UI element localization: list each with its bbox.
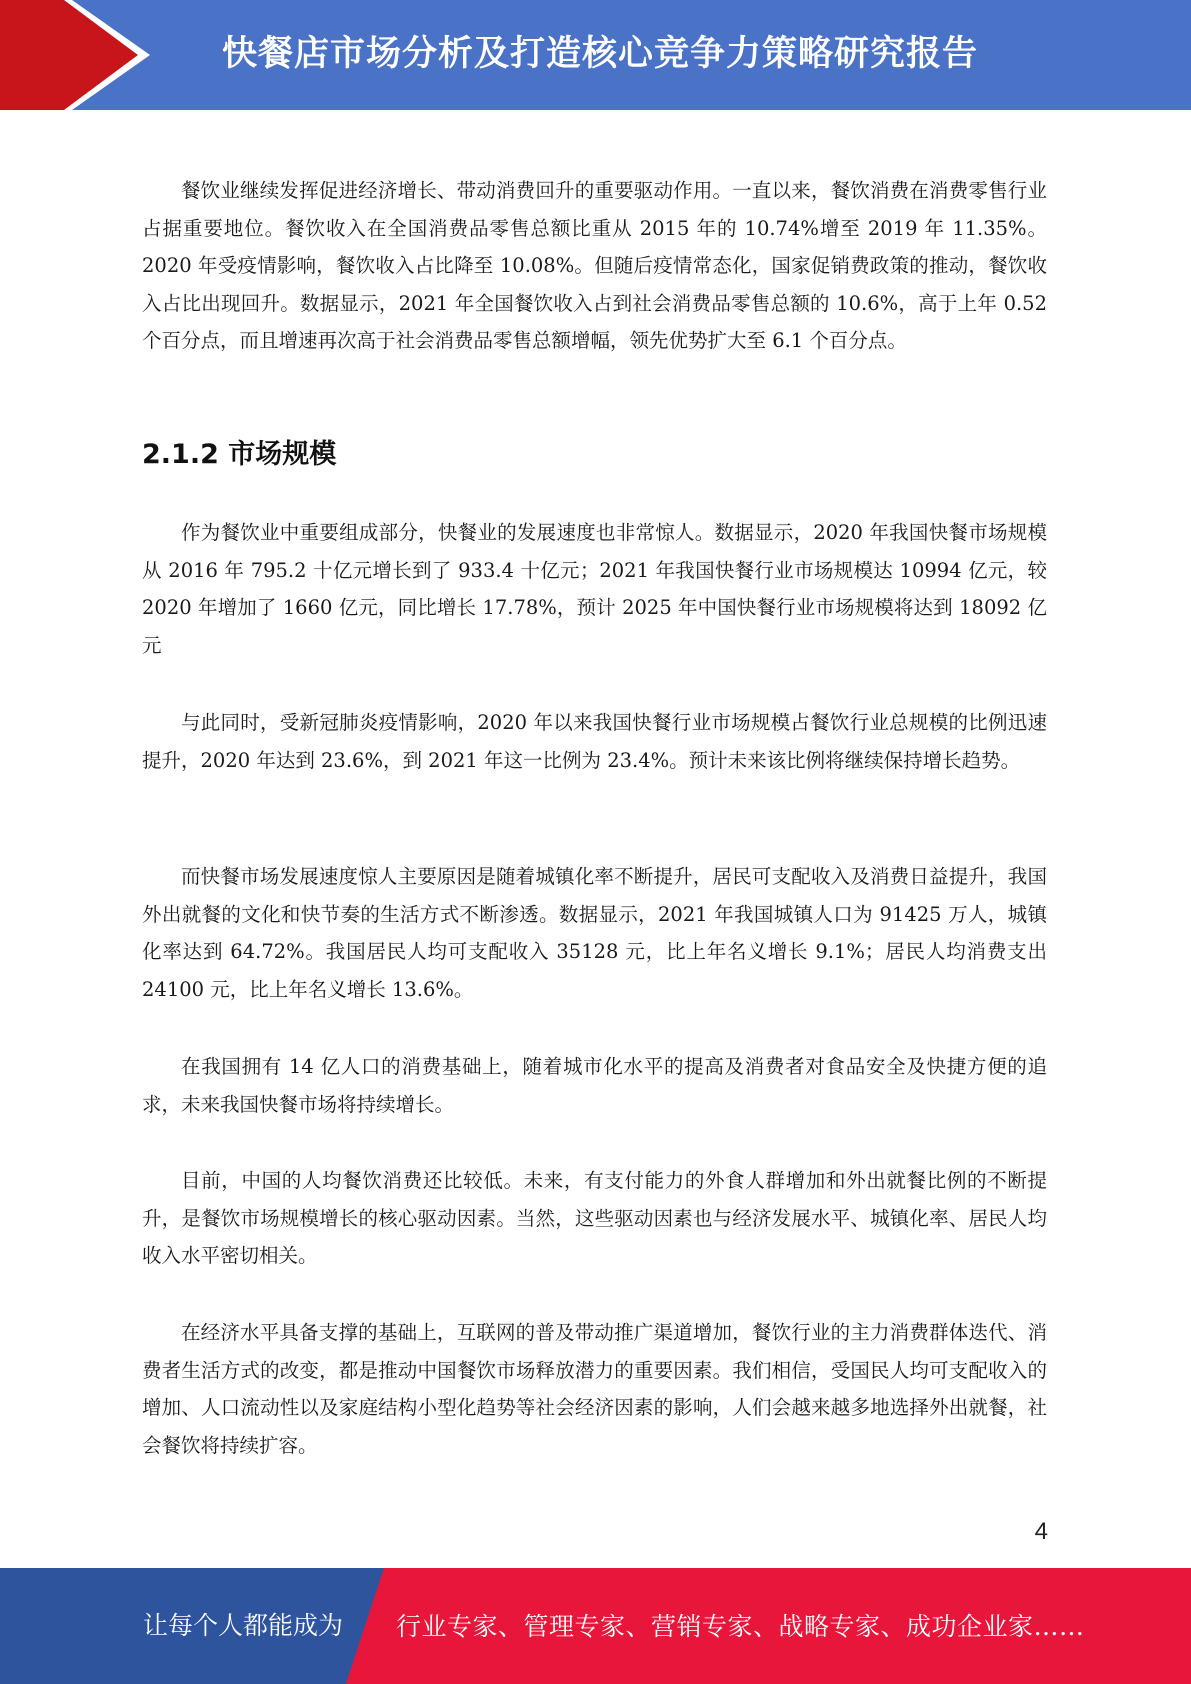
body-paragraph: 在我国拥有 14 亿人口的消费基础上，随着城市化水平的提高及消费者对食品安全及快捷方便的追求，未来我国快餐市场将持续增长。 — [142, 1055, 1047, 1116]
body-paragraph: 餐饮业继续发挥促进经济增长、带动消费回升的重要驱动作用。一直以来，餐饮消费在消费零售行业占据重要地位。餐饮收入在全国消费品零售总额比重从 2015 年的 10.74%增至 2019 年 11.35%。2020 年受疫情影响，餐饮收入占比降至 10.08%。但随后疫情常态化，国家促销费政策的推动，餐饮收入占比出现回升。数据显示，2021 年全国餐饮收入占到社会消费品零售总额的 10.6%，高于上年 0.52 个百分点，而且增速再次高于社会消费品零售总额增幅，领先优势扩大至 6.1 个百分点。 — [142, 179, 1047, 352]
section-heading: 2.1.2 市场规模 — [142, 439, 337, 470]
report-title: 快餐店市场分析及打造核心竞争力策略研究报告 — [222, 34, 979, 74]
body-paragraph: 而快餐市场发展速度惊人主要原因是随着城镇化率不断提升，居民可支配收入及消费日益提升，我国外出就餐的文化和快节奏的生活方式不断渗透。数据显示，2021 年我国城镇人口为 91425 万人，城镇化率达到 64.72%。我国居民人均可支配收入 35128 元，比上年名义增长 9.1%；居民人均消费支出 24100 元，比上年名义增长 13.6%。 — [142, 865, 1047, 1001]
body-paragraph: 目前，中国的人均餐饮消费还比较低。未来，有支付能力的外食人群增加和外出就餐比例的不断提升，是餐饮市场规模增长的核心驱动因素。当然，这些驱动因素也与经济发展水平、城镇化率、居民人均收入水平密切相关。 — [142, 1169, 1047, 1267]
footer-banner — [0, 1568, 1191, 1684]
footer-slogan-right: 行业专家、管理专家、营销专家、战略专家、成功企业家…… — [396, 1612, 1085, 1641]
red-chevron-graphic — [0, 0, 160, 110]
page-number: 4 — [1034, 1518, 1048, 1545]
header-banner — [0, 0, 1191, 110]
footer-slogan-left: 让每个人都能成为 — [143, 1611, 344, 1640]
body-paragraph: 在经济水平具备支撑的基础上，互联网的普及带动推广渠道增加，餐饮行业的主力消费群体迭代、消费者生活方式的改变，都是推动中国餐饮市场释放潜力的重要因素。我们相信，受国民人均可支配收入的增加、人口流动性以及家庭结构小型化趋势等社会经济因素的影响，人们会越来越多地选择外出就餐，社会餐饮将持续扩容。 — [142, 1321, 1047, 1457]
body-paragraph: 作为餐饮业中重要组成部分，快餐业的发展速度也非常惊人。数据显示，2020 年我国快餐市场规模从 2016 年 795.2 十亿元增长到了 933.4 十亿元；2021 年我国快餐行业市场规模达 10994 亿元，较 2020 年增加了 1660 亿元，同比增长 17.78%，预计 2025 年中国快餐行业市场规模将达到 18092 亿元 — [142, 521, 1047, 657]
body-paragraph: 与此同时，受新冠肺炎疫情影响，2020 年以来我国快餐行业市场规模占餐饮行业总规模的比例迅速提升，2020 年达到 23.6%，到 2021 年这一比例为 23.4%。预计未来该比例将继续保持增长趋势。 — [142, 711, 1047, 772]
